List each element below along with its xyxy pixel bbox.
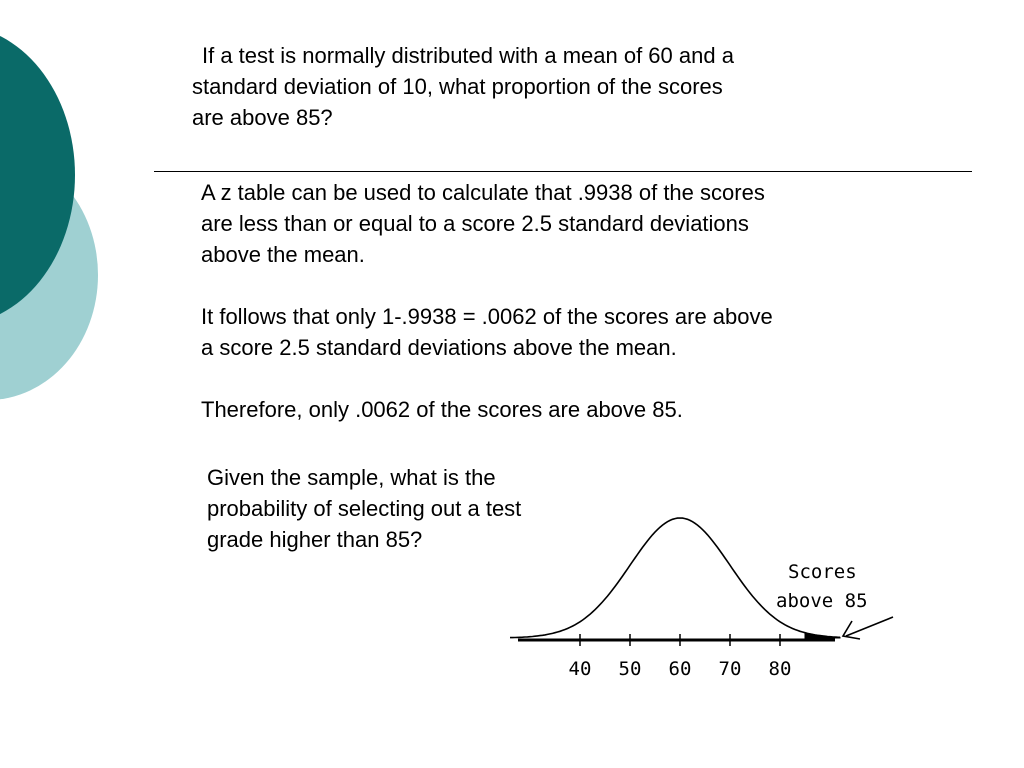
question-line-3: are above 85? (192, 105, 333, 130)
annotation-line-2: above 85 (776, 590, 868, 612)
axis-tick-label-60: 60 (668, 658, 692, 680)
answer-p2-line-2: a score 2.5 standard deviations above the mean. (201, 335, 677, 360)
answer-text (201, 177, 891, 425)
answer-paragraph-2 (201, 301, 891, 363)
answer-p2-line-1: It follows that only 1-.9938 = .0062 of the scores are above (201, 304, 773, 329)
annotation-arrowhead (843, 621, 860, 639)
question-line-1: If a test is normally distributed with a mean of 60 and a (202, 43, 734, 68)
normal-curve-figure (510, 505, 910, 695)
question-line-2: standard deviation of 10, what proportion of the scores (192, 74, 723, 99)
answer-p1-line-3: above the mean. (201, 242, 365, 267)
annotation-line-1: Scores (788, 561, 857, 583)
followup-line-3: grade higher than 85? (207, 527, 423, 552)
axis-tick-label-50: 50 (618, 658, 642, 680)
answer-p1-line-1: A z table can be used to calculate that .9938 of the scores (201, 180, 765, 205)
axis-tick-label-70: 70 (718, 658, 742, 680)
followup-line-2: probability of selecting out a test (207, 496, 522, 521)
horizontal-divider (154, 171, 972, 172)
answer-paragraph-3 (201, 394, 891, 425)
question-text (192, 40, 852, 133)
answer-p3-line-1: Therefore, only .0062 of the scores are above 85. (201, 397, 683, 422)
answer-paragraph-1 (201, 177, 891, 270)
axis-tick-label-80: 80 (768, 658, 792, 680)
answer-p1-line-2: are less than or equal to a score 2.5 standard deviations (201, 211, 749, 236)
followup-line-1: Given the sample, what is the (207, 465, 496, 490)
annotation-pointer-line (846, 617, 893, 636)
axis-tick-label-40: 40 (568, 658, 592, 680)
